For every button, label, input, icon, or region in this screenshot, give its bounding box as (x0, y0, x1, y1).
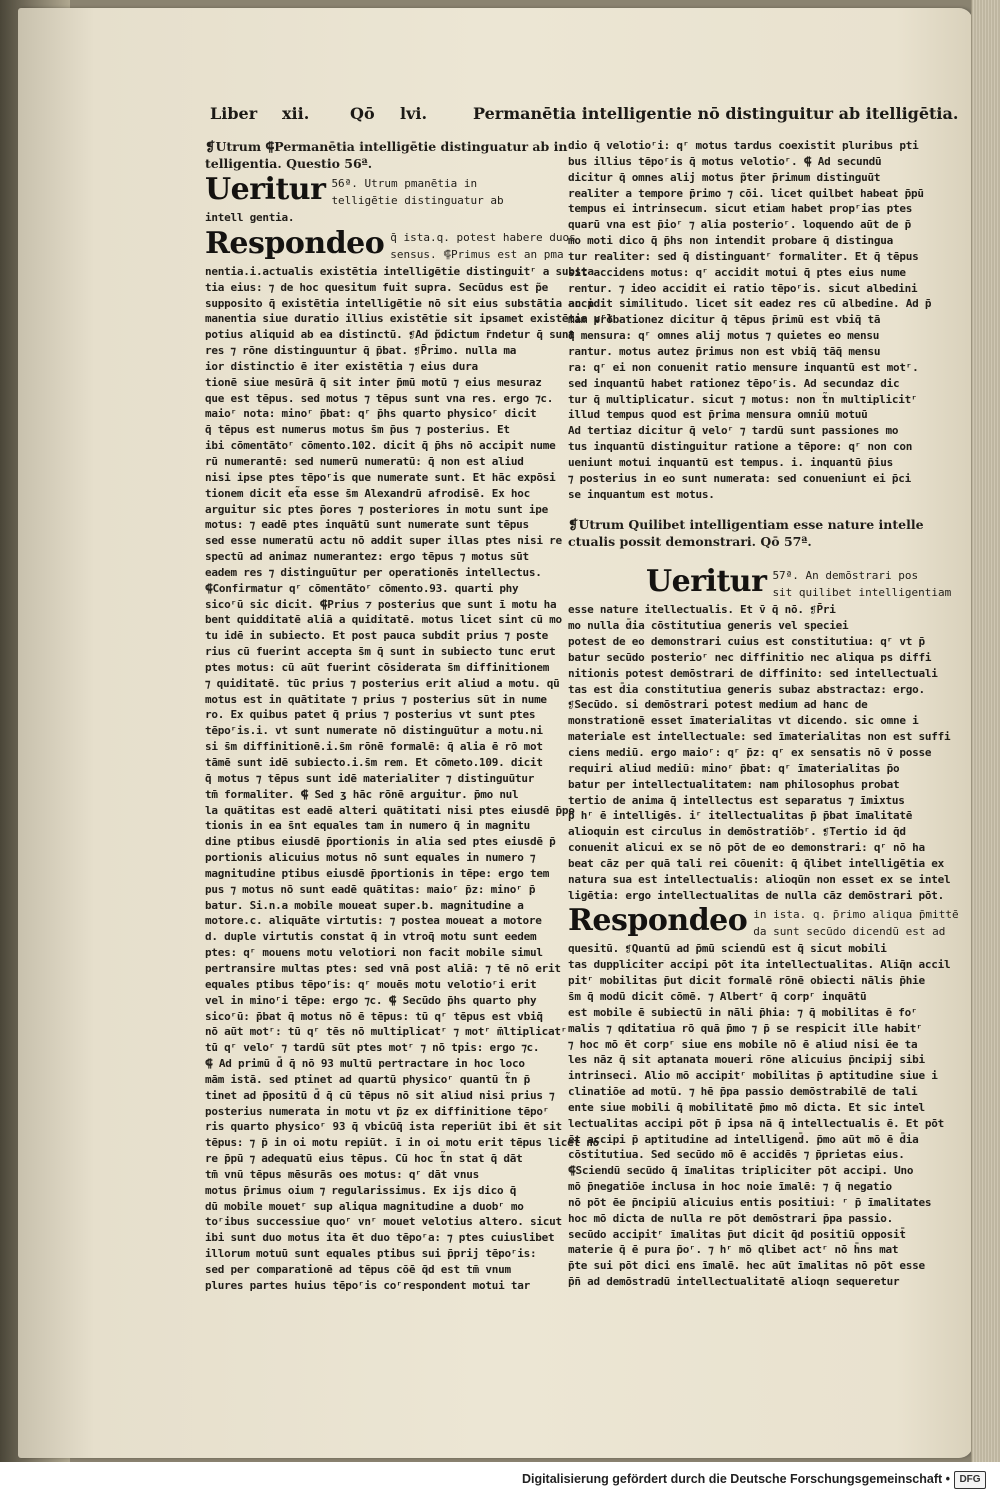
text-line: requiri aliud mediū: minoʳ p̄bat: qʳ īmaterialitas p̄o (568, 761, 900, 775)
text-line: tionis in ea s̄nt equales tam in numero q̄ in magnitu (205, 819, 531, 833)
text-line: ⁊ hoc mō ēt corpʳ siue ens mobile nō ē aliud nisi ēe ta (568, 1037, 918, 1051)
text-line: monstrationē esset īmaterialitas vt dicendo. sic omne i (568, 714, 919, 728)
text-line: tia eius: ⁊ de hoc quesitum fuit supra. Secūdus est p̃e (205, 280, 548, 294)
text-line: lectualitas accipi pōt p̄ ipsa nā q̄ intellectualis ē. Et pōt (568, 1116, 944, 1130)
text-line: maioʳ nota: minoʳ p̄bat: qʳ p̄hs quarto physicoʳ dicit (205, 407, 537, 421)
text-line: quesitū. ❡Quantū ad p̄mū sciendū est q̄ sicut mobili (568, 942, 887, 956)
text-line: potius aliquid ab ea distinctū. ❡Ad p̃dictum r̄ndetur q̄ sunt (205, 328, 575, 342)
text-line: re p̄pū ⁊ adequatū eius tēpus. Cū hoc t̃n stat q̄ dāt (205, 1152, 523, 1166)
text-line: motus est in quātitate ⁊ prius ⁊ posterius sūt in nume (205, 692, 547, 706)
text-line: dine ptibus eiusdē p̄portionis in alia sed ptes eiusdē p̄ (205, 835, 556, 849)
text-line: ris quarto physicoʳ 93 q̄ vbicūq̄ ista reperiūt ibi ēt sit (205, 1120, 562, 1134)
text-line: est mobile ē subiectū in nāli p̄hia: ⁊ q̄ mobilitas ē foʳ (568, 1005, 918, 1019)
right-column (568, 138, 959, 1290)
text-line: materiale est intellectuale: sed īmaterialitas non est suffi (568, 730, 951, 744)
text-line: rū numerantē: sed numerū numeratū: q̄ non est aliud (205, 454, 524, 468)
respondeo-57-line: da sunt secūdo dicendū est ad (753, 925, 946, 939)
text-line: alioquin est circulus in demōstratiōbʳ. ❡Tertio id q̄d (568, 825, 906, 839)
text-line: conuenit alicui ex se nō pōt de eo demonstrari: qʳ nō ha (568, 841, 925, 855)
running-head-question: Qō (350, 104, 375, 123)
text-line: ptes motus: cū aūt fuerint cōsiderata s̄m diffinitionem (205, 660, 550, 674)
text-line: ❡Secūdo. si demōstrari potest medium ad hanc de (568, 698, 868, 712)
text-line: batur per intellectualitatem: nam philosophus probat (568, 777, 900, 791)
text-line: tm̄ vnū tēpus mēsurās oes motus: qʳ dāt vnus (205, 1167, 480, 1181)
text-line: que est tēpus. sed motus ⁊ tēpus sunt vna res. ergo ⁊c. (205, 391, 554, 405)
text-line: realiter a tempore p̄rimo ⁊ cōi. licet quilbet habeat p̄pū (568, 186, 924, 200)
text-line: sed inquantū habet rationez tēpoʳis. Ad secundaz dic (568, 376, 900, 390)
text-line: cōstitutiua. Sed secūdo mō ē accidēs ⁊ p̄prietas eius. (568, 1148, 905, 1162)
text-line: bus illius tēpoʳis q̄ motus velotioʳ. ⸿ Ad secundū (568, 154, 882, 168)
right-column-text-b (568, 602, 951, 903)
page-edges (971, 0, 1000, 1462)
question-56-opening-line: intell gentia. (205, 211, 295, 224)
question-57-opening-word: Ueritur (646, 564, 767, 600)
text-line: accidit similitudo. licet sit eadez res cū albedine. Ad p̄ (568, 297, 932, 311)
respondeo-56 (205, 225, 576, 262)
text-line: ⸿ Ad primū d̄ q̄ nō 93 multū pertractare in hoc loco (205, 1057, 525, 1071)
running-head-question-number: lvi. (400, 104, 428, 123)
text-line: Ad tertiaz dicitur q̄ veloʳ ⁊ tardū sunt passiones mo (568, 424, 899, 438)
text-line: beat cāz per quā tali rei cōuenit: q̄ q̄libet intelligētia ex (568, 856, 944, 870)
left-column-text (205, 264, 613, 1294)
text-line: la quātitas est eadē alteri quātitati nisi ptes eiusdē p̄po (205, 803, 575, 817)
text-line: ibi cōmentātoʳ cōmento.102. dicit q̄ p̄hs nō accipit nume (205, 439, 556, 453)
text-line: d. duple virtutis constat q̄ in vtroq̄ motu sunt eedem (205, 930, 537, 944)
text-line: ⸿Sciendū secūdo q̄ īmalitas tripliciter pōt accipi. Uno (568, 1164, 914, 1178)
text-line: nō pōt ēe p̄ncipiū alicuius entis positiui: ʳ p̄ īmalitates (568, 1195, 932, 1209)
text-line: tas est d̄ia constitutiua generis subaz abstractaz: ergo. (568, 682, 925, 696)
text-line: ueniunt motui inquantū est tempus. i. inquantū p̄ius (568, 455, 894, 469)
running-head (210, 100, 959, 130)
question-57-opening-line: 57ª. An demōstrari pos (772, 569, 919, 583)
text-line: p̄n̄ ad demōstradū intellectualitatē alioqn sequeretur (568, 1275, 900, 1289)
text-line: sit accidens motus: qʳ accidit motui q̄ ptes eius nume (568, 265, 906, 279)
text-line: mām istā. sed ptinet ad quartū physicoʳ quantū t̃n p̄ (205, 1072, 531, 1086)
text-line: tus inquantū distinguitur ratione a tēpore: qʳ non con (568, 440, 913, 454)
question-56-opening-line: telligētie distinguatur ab (331, 194, 504, 207)
text-line: hoc mō dicta de nulla re pōt demōstrari p̄pa passio. (568, 1211, 894, 1225)
text-line: mō p̄negatiōe inclusa in hoc noie īmalē: ⁊ q̄ negatio (568, 1180, 892, 1194)
text-line: rius cū fuerint accepta s̄m q̄ sunt in subiecto tunc erut (205, 645, 556, 659)
text-line: nō aūt motʳ: tū qʳ tēs nō multiplicatʳ ⁊ motʳ m̄ltiplicatʳ (205, 1025, 568, 1039)
text-line: rantur. motus autez p̄rimus non est vbiq̄ tāq̄ mensu (568, 344, 881, 358)
text-line: pus ⁊ motus nō sunt eadē quātitas: maioʳ p̄z: minoʳ p̄ (205, 882, 536, 896)
text-line: toʳibus successiue quoʳ vnʳ mouet velotius altero. sicut (205, 1215, 562, 1229)
text-line: illorum motuū sunt equales ptibus sui p̄prij tēpoʳis: (205, 1247, 537, 1261)
text-line: vel in minoʳi tēpe: ergo ⁊c. ⸿ Secūdo p̄hs quarto phy (205, 993, 537, 1007)
text-line: tū qʳ veloʳ ⁊ tardū sūt ptes motʳ ⁊ nō tpis: ergo ⁊c. (205, 1041, 540, 1055)
text-line: plures partes huius tēpoʳis coʳrespondent motui tar (205, 1278, 531, 1292)
text-line: tēpus: ⁊ p̄ in oi motu repiūt. ī in oi motu erit tēpus licet nō (205, 1136, 599, 1150)
text-line: malis ⁊ qditatiua rō quā p̄mo ⁊ p̄ se respicit ille habitʳ (568, 1021, 923, 1035)
text-line: supposito q̄ existētia intelligētie nō sit eius substātia an p (205, 296, 594, 310)
text-line: se inquantum est motus. (568, 487, 715, 501)
respondeo-56-line: q̄ ista.q. potest habere duos (390, 230, 576, 244)
left-column (205, 138, 613, 1294)
text-line: sicoʳū: p̄bat q̄ motus nō ē tēpus: tū qʳ tēpus est vbiq̄ (205, 1009, 543, 1023)
text-line: motus p̄rimus oium ⁊ regularissimus. Ex ijs dico q̄ (205, 1183, 517, 1197)
running-head-title: Permanētia intelligentie nō distinguitur ab itelligētia. (473, 104, 959, 123)
right-column-text-c (568, 941, 951, 1290)
respondeo-57 (568, 903, 959, 939)
text-line: equales ptibus tēpoʳis: qʳ mouēs motu velotioʳi erit (205, 977, 537, 991)
respondeo-56-word: Respondeo (205, 225, 385, 261)
text-line: sed esse numeratū actu nō addit super illas ptes nisi re (205, 534, 562, 548)
question-57-opening-line: sit quilibet intelligentiam (772, 586, 952, 600)
text-line: tionem dicit et̃a esse s̄m Alexandrū afrodisē. Ex hoc (205, 486, 531, 500)
text-line: eadem res ⁊ distinguūtur per operationēs intellectus. (205, 565, 542, 579)
text-line: s̄m q̄ modū dicit cōmē. ⁊ Albertʳ q̄ corpʳ inquātū (568, 989, 867, 1003)
question-56-opening (205, 174, 545, 208)
text-line: q̄ motus ⁊ tēpus sunt idē materialiter ⁊ distinguūtur (205, 771, 535, 785)
funding-credit: Digitalisierung gefördert durch die Deutsche Forschungsgemeinschaft • (521, 1472, 950, 1486)
text-line: mo moti dico q̄ p̄hs non intendit probare q̄ distingua (568, 234, 894, 248)
text-line: ibi sunt duo motus ita ēt duo tēpoʳa: ⁊ ptes cuiuslibet (205, 1231, 555, 1245)
question-56-opening-word: Ueritur (205, 172, 326, 207)
text-line: batur secūdo posterioʳ nec diffinitio nec aliqua ps diffi (568, 650, 932, 664)
text-line: dicitur q̄ omnes alij motus p̃ter p̄rimum distinguūt (568, 170, 881, 184)
text-line: magnitudine ptibus eiusdē p̄portionis in tēpe: ergo tem (205, 866, 550, 880)
text-line: tur realiter: sed q̄ distinguantʳ formaliter. Et q̄ tēpus (568, 249, 919, 263)
text-line: quarū vna est p̄ioʳ ⁊ alia posterioʳ. loquendo aūt de p̄ (568, 218, 911, 232)
text-line: dio q̄ velotioʳi: qʳ motus tardus coexistit pluribus pti (568, 139, 919, 152)
footer-band (0, 1462, 1000, 1497)
text-line: ciens mediū. ergo maioʳ: qʳ p̄z: qʳ ex sensatis nō v̄ posse (568, 746, 932, 759)
text-line: ra: qʳ ei non conuenit ratio mensure inquantū est motʳ. (568, 360, 919, 374)
text-line: intrinseci. Alio mō accipitʳ mobilitas p̄ aptitudine siue i (568, 1069, 938, 1083)
respondeo-57-word: Respondeo (568, 903, 748, 939)
text-line: ior distinctio ē iter existētia ⁊ eius dura (205, 359, 478, 373)
text-line: ⁊ posterius in eo sunt numerata: sed conueniunt ei p̄ci (568, 471, 911, 485)
text-line: p̄te sui pōt dici ens īmalē. hec aūt īmalitas nō pōt esse (568, 1259, 925, 1273)
text-line: nentia.i.actualis existētia intelligētie distinguitʳ a substa (205, 264, 594, 278)
spacer (568, 550, 908, 564)
text-line: sed per comparationē ad tēpus cōē q̄d est tm̄ vnum (205, 1263, 511, 1276)
text-line: clinatiōe ad motū. ⁊ hē p̄pa passio demōstrabilē de tali (568, 1085, 918, 1099)
text-line: tinet ad p̄positū d̄ q̄ cū tēpus nō sit aliud nisi prius ⁊ (205, 1088, 555, 1102)
respondeo-56-line: sensus. ⸿Primus est an pma (390, 247, 564, 261)
text-line: tas duppliciter accipi pōt ita intellectualitas. Aliq̄n accil (568, 958, 951, 972)
question-57-heading-line: ❡Utrum Quilibet intelligentiam esse nature intelle (568, 517, 924, 533)
text-line: tionē siue mesūrā q̄ sit inter p̄mū motū ⁊ eius mesuraz (205, 375, 542, 389)
text-line: pitʳ mobilitas p̄ut dicit formalē rōnē obiecti nālis p̄hie (568, 974, 925, 988)
text-line: potest de eo demonstrari cuius est constitutiua: qʳ vt p̄ (568, 635, 925, 649)
text-line: res ⁊ rōne distinguuntur q̄ p̄bat. ❡P̄rimo. nulla ma (205, 344, 517, 358)
text-line: pertransire multas ptes: sed vnā post aliā: ⁊ tē nō erit (205, 961, 561, 975)
text-line: dū mobile mouetʳ sup aliqua magnitudine a duobʳ mo (205, 1199, 524, 1213)
text-line: les nāz q̄ sit aptanata moueri rōne alicuius p̄ncipij sibi (568, 1053, 925, 1067)
text-line: rentur. ⁊ ideo accidit ei ratio tēpoʳis. sicut albedini (568, 281, 918, 295)
text-line: manentia siue duratio illius existētie sit ipsamet existētia vʳł (205, 312, 613, 326)
right-column-text-a (568, 138, 932, 502)
text-line: posterius numerata in motu vt p̄z ex diffinitione tēpoʳ (205, 1104, 550, 1118)
text-line: portionis alicuius motus nō sunt equales in numero ⁊ (205, 851, 536, 865)
text-line: spectū ad animaz numerantez: ergo tēpus ⁊ motus sūt (205, 550, 529, 564)
text-line: motore.c. aliquāte virtutis: ⁊ postea moueat a motore (205, 914, 542, 928)
text-line: arguitur sic ptes p̄ores ⁊ posteriores in motu sunt ipe (205, 502, 548, 516)
text-line: tur q̄ multiplicatur. sicut ⁊ motus: non t̃n multiplicitʳ (568, 392, 918, 406)
text-line: ente siue mobili q̄ mobilitatē p̄mo mō dicta. Et sic intel (568, 1100, 925, 1114)
text-line: tēpoʳis.i. vt sunt numerate nō distinguūtur a motu.ni (205, 724, 543, 738)
text-line: materie q̄ ē pura p̄oʳ. ⁊ hʳ mō qlibet actʳ nō h̄ns mat (568, 1243, 899, 1257)
text-line: p̄ hʳ ē intelligēs. iʳ itellectualitas p̄ p̄bat īmalitatē (568, 809, 913, 823)
text-line: motus: ⁊ eadē ptes inquātū sunt numerate sunt tēpus (205, 518, 529, 532)
text-line: secūdo accipitʳ īmalitas p̄ut dicit q̄d positiū opposit̄ (568, 1227, 906, 1241)
respondeo-57-line: in ista. q. p̄rimo aliqua p̄mittē (753, 908, 959, 922)
running-head-book: Liber (210, 104, 258, 123)
text-line: tertio de anima q̄ intellectus est separatus ⁊ īmixtus (568, 793, 905, 807)
question-57-heading-line: ctualis possit demonstrari. Qō 57ª. (568, 534, 812, 550)
text-line: mam probationez dicitur q̄ tēpus p̄rimū est vbiq̄ tā (568, 313, 881, 327)
text-line: tempus ei intrinsecum. sicut etiam habet propʳias ptes (568, 202, 913, 216)
text-line: bent quidditatē aliā a quiditatē. motus licet sint cū mo (205, 613, 562, 627)
text-line: q̄ mensura: qʳ omnes alij motus ⁊ quietes eo mensu (568, 329, 880, 343)
text-line: ⁊ quiditatē. tūc prius ⁊ posterius erit aliud a motu. qū (205, 676, 560, 690)
spacer (568, 502, 908, 516)
text-line: natura sua est intellectualis: alioqūn non esset ex se intel (568, 872, 951, 886)
text-line: q̄ tēpus est numerus motus s̄m p̄us ⁊ posterius. Et (205, 423, 510, 437)
text-line: tm̄ formaliter. ⸿ Sed ʒ hāc rōnē arguitur. p̄mo nul (205, 787, 519, 801)
text-line: esse nature itellectualis. Et v̄ q̄ nō. ❡P̄ri (568, 603, 836, 617)
question-56-heading-line: ❡Utrum ⸿Permanētia intelligētie distinguatur ab in (205, 139, 568, 154)
running-head-book-number: xii. (282, 104, 310, 123)
question-56-heading-line: telligentia. Questio 56ª. (205, 156, 373, 171)
question-56-opening-line: 56ª. Utrum pmanētia in (331, 177, 478, 190)
text-line: nitionis potest demōstrari de diffinito: sed intellectuali (568, 666, 938, 680)
text-line: tāmē sunt idē subiecto.i.s̄m rem. Et cōmeto.109. dicit (205, 756, 543, 769)
text-line: tu idē in subiecto. Et post pauca subdit prius ⁊ poste (205, 629, 548, 643)
text-line: sicoʳū sic dicit. ⸿Prius ⁊ posterius que sunt ī motu ha (205, 597, 557, 611)
text-line: ro. Ex quibus patet q̄ prius ⁊ posterius vt sunt ptes (205, 708, 536, 722)
question-57-opening (568, 564, 952, 600)
text-line: ⸿Confirmatur qʳ cōmentātoʳ cōmento.93. quarti phy (205, 581, 519, 595)
text-line: mo nulla d̄ia cōstitutiua generis vel speciei (568, 619, 849, 633)
dfg-logo: DFG (954, 1471, 986, 1489)
text-line: ligētia: ergo intellectualitas de nulla cāz demōstrari pōt. (568, 888, 944, 902)
text-line: si s̄m diffinitionē.i.s̄m rōnē formalē: q̄ alia ē rō mot (205, 740, 543, 754)
text-line: batur. Si.n.a mobile moueat super.b. magnitudine a (205, 898, 524, 912)
text-line: ēt accipi p̄ aptitudine ad intelligend̄. p̄mo aūt mō ē d̄ia (568, 1132, 919, 1146)
text-line: illud tempus quod est p̄rima mensura omniū motuū (568, 408, 868, 422)
text-line: nisi ipse ptes tēpoʳis que numerate sunt. Et hāc expōsi (205, 470, 556, 484)
text-line: ptes: qʳ mouens motu velotiori non facit mobile simul (205, 946, 543, 960)
